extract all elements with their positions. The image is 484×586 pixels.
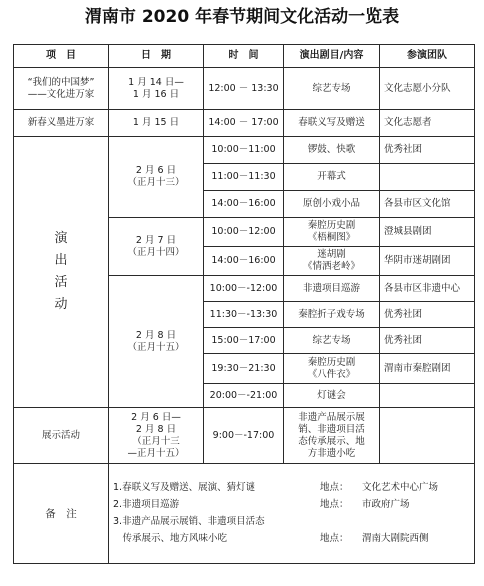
note-location [320, 499, 470, 511]
date-line: 1 月 16 日 [132, 88, 180, 100]
header-row [14, 45, 475, 68]
date-cell [109, 137, 204, 218]
time-cell: 14:00 － 17:00 [204, 110, 284, 137]
note-text: 传承展示、地方风味小吃 [113, 533, 228, 544]
note-location [320, 516, 470, 528]
perform-char: 动 [54, 297, 68, 312]
date-line: 1 月 14 日— [128, 76, 184, 88]
note-location-value: 市政府广场 [362, 499, 410, 510]
note-location-key: 地点： [320, 482, 349, 493]
note-line [113, 497, 470, 514]
program-cell: 非遗项目巡游 [284, 276, 380, 302]
perform-char: 演 [54, 231, 68, 246]
time-cell: 10:00－-12:00 [204, 276, 284, 302]
program-line: 迷胡剧 [317, 249, 346, 260]
header-item: 项 目 [14, 45, 109, 68]
note-location-key: 地点： [320, 499, 349, 510]
program-line: 销、非遗项目活 [298, 423, 365, 435]
table-row [14, 110, 475, 137]
team-cell: 优秀社团 [380, 328, 475, 354]
note-line [113, 531, 470, 548]
table-row [14, 68, 475, 110]
team-cell: 文化志愿者 [380, 110, 475, 137]
item-line: “我们的中国梦” [27, 76, 95, 88]
time-cell: 10:00－12:00 [204, 218, 284, 247]
team-cell: 华阴市迷胡剧团 [380, 247, 475, 276]
program-cell [284, 354, 380, 384]
item-cell: 新春义墨进万家 [14, 110, 109, 137]
program-cell: 原创小戏小品 [284, 191, 380, 218]
time-cell: 12:00 － 13:30 [204, 68, 284, 110]
date-cell [109, 68, 204, 110]
program-line: 《八件衣》 [307, 368, 356, 380]
program-line: 秦腔历史剧 [307, 356, 356, 368]
date-cell [109, 276, 204, 408]
date-cell [109, 218, 204, 276]
notes-row [14, 464, 475, 564]
header-time: 时 间 [204, 45, 284, 68]
program-cell: 锣鼓、快歌 [284, 137, 380, 164]
header-program: 演出剧目/内容 [284, 45, 380, 68]
team-cell: 文化志愿小分队 [380, 68, 475, 110]
item-cell [14, 68, 109, 110]
team-cell: 各县市区非遗中心 [380, 276, 475, 302]
program-cell [284, 218, 380, 247]
note-text: 2.非遗项目巡游 [113, 499, 180, 510]
time-cell: 11:30－-13:30 [204, 302, 284, 328]
time-cell: 9:00－-17:00 [204, 408, 284, 464]
date-line: 2 月 6 日 [135, 165, 177, 176]
date-cell: 1 月 15 日 [109, 110, 204, 137]
date-line: （正月十三 [132, 435, 180, 447]
team-cell: 优秀社团 [380, 302, 475, 328]
time-cell: 14:00－16:00 [204, 247, 284, 276]
program-line: 《情洒老岭》 [302, 261, 360, 272]
item-cell: 展示活动 [14, 408, 109, 464]
date-line: （正月十三） [127, 177, 185, 188]
note-location-key: 地点： [320, 533, 349, 544]
schedule-table [13, 44, 475, 564]
header-team: 参演团队 [380, 45, 475, 68]
note-location-value: 文化艺术中心广场 [362, 482, 439, 493]
date-line: （正月十四） [127, 246, 185, 258]
team-cell [380, 164, 475, 191]
team-cell: 渭南市秦腔剧团 [380, 354, 475, 384]
date-line: 2 月 8 日 [135, 423, 177, 435]
program-cell: 春联义写及赠送 [284, 110, 380, 137]
program-line: 《梧桐图》 [307, 232, 356, 243]
table-row [14, 408, 475, 464]
program-cell: 灯谜会 [284, 384, 380, 408]
program-cell: 开幕式 [284, 164, 380, 191]
perform-item-cell [14, 137, 109, 408]
note-location-value: 渭南大剧院西侧 [362, 533, 429, 544]
date-line: 2 月 6 日— [131, 411, 181, 423]
note-line [113, 480, 470, 497]
table-row [14, 137, 475, 164]
date-line: 2 月 7 日 [135, 234, 177, 246]
page-title: 渭南市 2020 年春节期间文化活动一览表 [84, 7, 400, 27]
item-line: ——文化进万家 [27, 88, 95, 100]
time-cell: 10:00－11:00 [204, 137, 284, 164]
date-cell [109, 408, 204, 464]
program-line: 非遗产品展示展 [298, 411, 365, 423]
note-location [320, 482, 470, 494]
team-cell: 各县市区文化馆 [380, 191, 475, 218]
time-cell: 15:00－17:00 [204, 328, 284, 354]
team-cell [380, 384, 475, 408]
time-cell: 14:00－16:00 [204, 191, 284, 218]
notes-label: 备 注 [14, 464, 109, 564]
note-line [113, 514, 470, 531]
program-cell: 综艺专场 [284, 68, 380, 110]
program-line: 秦腔历史剧 [307, 220, 356, 231]
perform-char: 活 [54, 275, 68, 290]
time-cell: 19:30－21:30 [204, 354, 284, 384]
program-cell: 综艺专场 [284, 328, 380, 354]
program-cell: 秦腔折子戏专场 [284, 302, 380, 328]
program-cell [284, 408, 380, 464]
team-cell [380, 408, 475, 464]
header-date: 日 期 [109, 45, 204, 68]
team-cell: 优秀社团 [380, 137, 475, 164]
note-text: 3.非遗产品展示展销、非遗项目活态 [113, 516, 265, 527]
notes-cell [109, 464, 475, 564]
program-line: 态传承展示、地 [298, 435, 365, 447]
date-line: 2 月 8 日 [135, 329, 177, 341]
program-line: 方非遗小吃 [307, 447, 356, 459]
date-line: —正月十五） [127, 447, 185, 459]
program-cell [284, 247, 380, 276]
note-location [320, 533, 470, 545]
date-line: （正月十五） [127, 341, 185, 353]
team-cell: 澄城县剧团 [380, 218, 475, 247]
time-cell: 20:00－-21:00 [204, 384, 284, 408]
note-text: 1.春联义写及赠送、展演、猜灯谜 [113, 482, 256, 493]
time-cell: 11:00－11:30 [204, 164, 284, 191]
perform-char: 出 [54, 253, 68, 268]
